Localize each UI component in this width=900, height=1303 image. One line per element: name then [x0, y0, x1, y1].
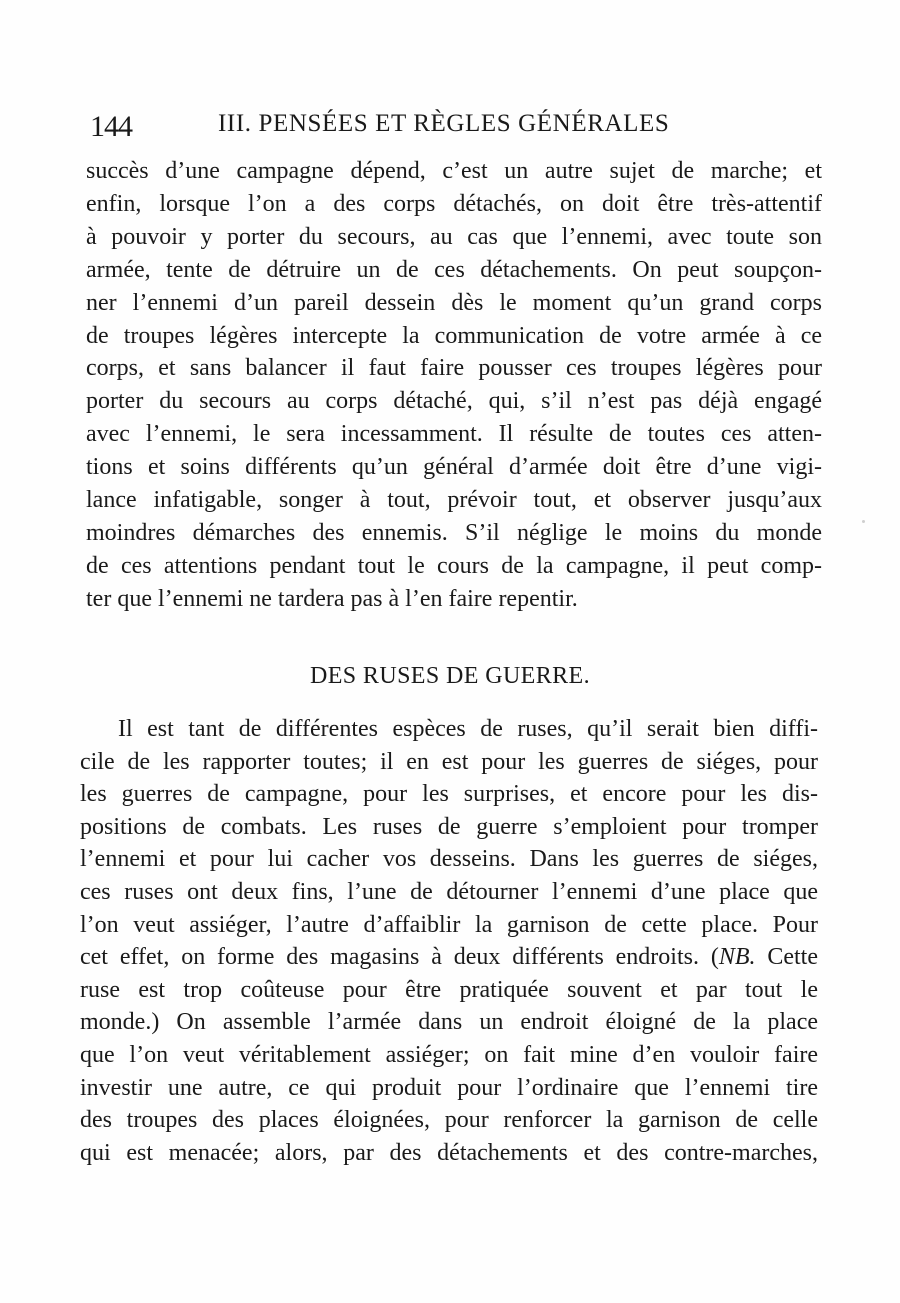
paragraph — [80, 713, 818, 1169]
text-line: l’ennemi et pour lui cacher vos desseins. Dans les guerres de siéges, — [80, 846, 818, 873]
paragraph — [86, 155, 822, 616]
text-line: avec l’ennemi, le sera incessamment. Il résulte de toutes ces atten- — [86, 421, 822, 448]
paragraph-ruses — [80, 713, 818, 1169]
text-line: moindres démarches des ennemis. S’il néglige le moins du monde — [86, 519, 822, 546]
text-line: de ces attentions pendant tout le cours de la campagne, il peut comp- — [86, 552, 822, 579]
section-heading: DES RUSES DE GUERRE. — [309, 663, 591, 689]
text-line: succès d’une campagne dépend, c’est un autre sujet de marche; et — [86, 158, 822, 184]
text-line: ter que l’ennemi ne tardera pas à l’en faire repentir. — [86, 585, 578, 612]
text-line: Il est tant de différentes espèces de ruses, qu’il serait bien diffi- — [118, 716, 818, 742]
text-line: ruse est trop coûteuse pour être pratiquée souvent et par tout le — [80, 976, 818, 1003]
text-line: investir une autre, ce qui produit pour l’ordinaire que l’ennemi tire — [80, 1074, 818, 1101]
text-line: tions et soins différents qu’un général d’armée doit être d’une vigi- — [86, 454, 822, 481]
text-line: cile de les rapporter toutes; il en est pour les guerres de siéges, pour — [80, 748, 818, 775]
text-line: de troupes légères intercepte la communication de votre armée à ce — [86, 322, 822, 349]
running-title: III. PENSÉES ET RÈGLES GÉNÉRALES — [218, 110, 670, 137]
text-line-with-note — [80, 941, 818, 974]
text-line: porter du secours au corps détaché, qui, s’il n’est pas déjà engagé — [86, 388, 822, 415]
text-fragment: Cette — [755, 944, 818, 971]
text-line: corps, et sans balancer il faut faire pousser ces troupes légères pour — [86, 355, 822, 382]
text-line: positions de combats. Les ruses de guerre s’emploient pour tromper — [80, 813, 818, 840]
text-line: ner l’ennemi d’un pareil dessein dès le moment qu’un grand corps — [86, 289, 822, 316]
text-line: les guerres de campagne, pour les surprises, et encore pour les dis- — [80, 781, 818, 808]
paragraph-continued — [86, 155, 822, 616]
page-number: 144 — [90, 110, 132, 143]
text-line: des troupes des places éloignées, pour renforcer la garnison de celle — [80, 1107, 818, 1134]
text-line: lance infatigable, songer à tout, prévoir tout, et observer jusqu’aux — [86, 487, 822, 514]
text-line: ces ruses ont deux fins, l’une de détourner l’ennemi d’une place que — [80, 878, 818, 905]
running-head — [82, 104, 822, 144]
text-line: qui est menacée; alors, par des détachements et des contre-marches, — [80, 1139, 818, 1166]
text-fragment: cet effet, on forme des magasins à deux différents endroits. ( — [80, 944, 719, 971]
text-line: enfin, lorsque l’on a des corps détachés, on doit être très-attentif — [86, 190, 822, 217]
text-line: l’on veut assiéger, l’autre d’affaiblir la garnison de cette place. Pour — [80, 911, 818, 938]
text-line: armée, tente de détruire un de ces détachements. On peut soupçon- — [86, 256, 822, 283]
text-line: monde.) On assemble l’armée dans un endroit éloigné de la place — [80, 1009, 818, 1036]
text-line: que l’on veut véritablement assiéger; on fait mine d’en vouloir faire — [80, 1041, 818, 1068]
text-line: à pouvoir y porter du secours, au cas que l’ennemi, avec toute son — [86, 223, 822, 250]
nb-abbreviation: NB. — [718, 944, 756, 971]
paper-speck — [862, 520, 865, 523]
